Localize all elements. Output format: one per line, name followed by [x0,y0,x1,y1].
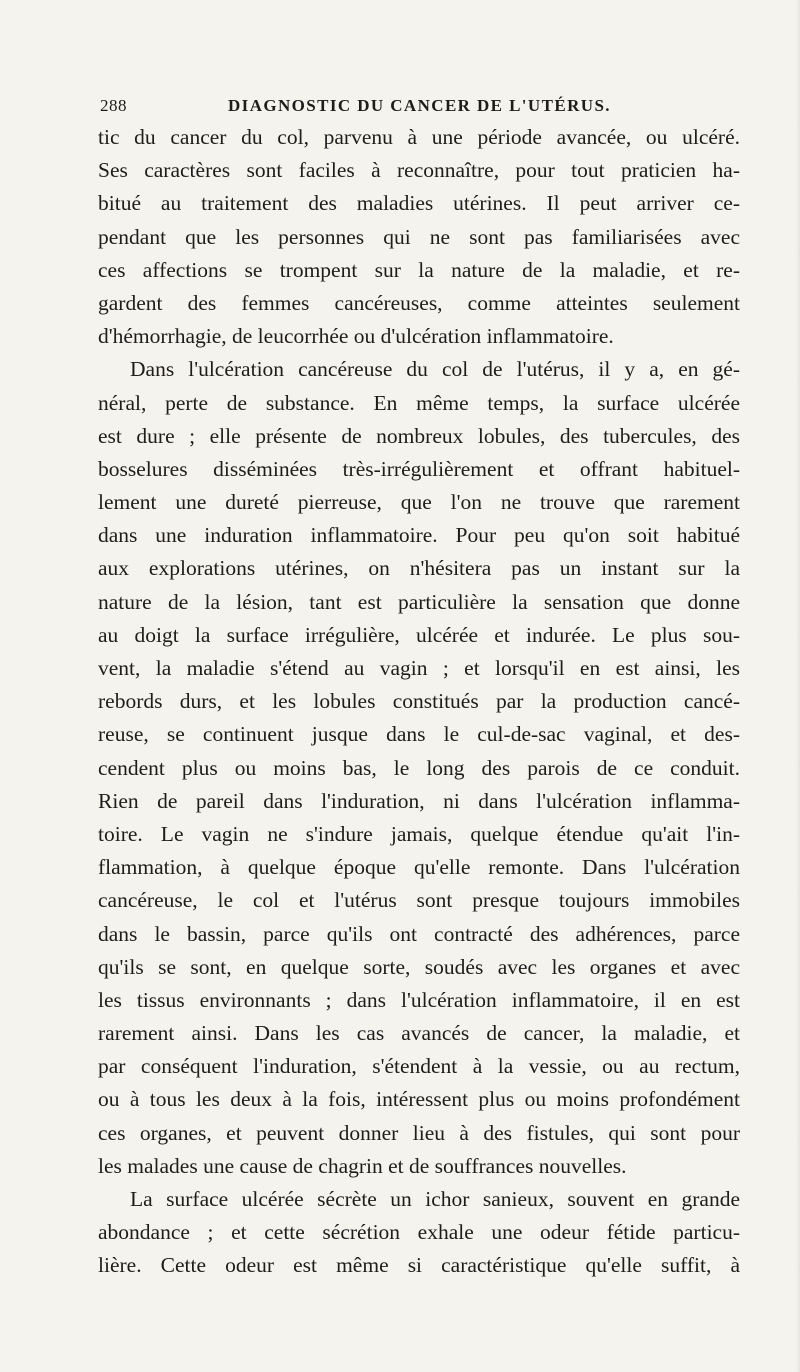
text-line: ces organes, et peuvent donner lieu à des fistules, qui sont pour [98,1120,740,1145]
text-line: lement une dureté pierreuse, que l'on ne trouve que rarement [98,490,740,515]
text-line: flammation, à quelque époque qu'elle remonte. Dans l'ulcération [98,855,740,880]
text-line: tic du cancer du col, parvenu à une période avancée, ou ulcéré. [98,125,740,149]
text-line: ou à tous les deux à la fois, intéressent plus ou moins profondément [98,1087,740,1112]
paragraph-start-line: Dans l'ulcération cancéreuse du col de l'utérus, il y a, en gé- [130,357,740,382]
running-head [100,96,740,120]
text-line: Ses caractères sont faciles à reconnaître, pour tout praticien ha- [98,158,740,183]
text-line: cendent plus ou moins bas, le long des parois de ce conduit. [98,755,740,780]
text-line: pendant que les personnes qui ne sont pas familiarisées avec [98,224,740,249]
text-line: reuse, se continuent jusque dans le cul-de-sac vaginal, et des- [98,722,740,747]
text-line: au doigt la surface irrégulière, ulcérée et indurée. Le plus sou- [98,622,740,647]
text-line: nature de la lésion, tant est particulière la sensation que donne [98,589,740,614]
text-line: est dure ; elle présente de nombreux lobules, des tubercules, des [98,423,740,448]
page-number: 288 [100,96,127,115]
text-line: par conséquent l'induration, s'étendent à la vessie, ou au rectum, [98,1054,740,1079]
text-line: bosselures disséminées très-irrégulièrement et offrant habituel- [98,456,740,481]
text-line: gardent des femmes cancéreuses, comme atteintes seulement [98,290,740,315]
text-line: lière. Cette odeur est même si caractéristique qu'elle suffit, à [98,1253,740,1278]
body-text [98,121,740,1283]
text-line: toire. Le vagin ne s'indure jamais, quelque étendue qu'ait l'in- [98,821,740,846]
text-line: qu'ils se sont, en quelque sorte, soudés avec les organes et avec [98,954,740,979]
text-line: ces affections se trompent sur la nature de la maladie, et re- [98,257,740,282]
page-edge-shadow [796,0,800,1372]
text-line: cancéreuse, le col et l'utérus sont presque toujours immobiles [98,888,740,913]
text-line: rebords durs, et les lobules constitués par la production cancé- [98,689,740,714]
text-line: dans une induration inflammatoire. Pour peu qu'on soit habitué [98,523,740,548]
text-line: les malades une cause de chagrin et de souffrances nouvelles. [98,1153,627,1178]
text-line: aux explorations utérines, on n'hésitera pas un instant sur la [98,556,740,581]
text-line: bitué au traitement des maladies utérines. Il peut arriver ce- [98,191,740,216]
running-title: DIAGNOSTIC DU CANCER DE L'UTÉRUS. [228,96,611,115]
text-line: dans le bassin, parce qu'ils ont contracté des adhérences, parce [98,921,740,946]
text-line: rarement ainsi. Dans les cas avancés de cancer, la maladie, et [98,1021,740,1046]
text-line: d'hémorrhagie, de leucorrhée ou d'ulcération inflammatoire. [98,324,614,349]
paragraph-start-line: La surface ulcérée sécrète un ichor sanieux, souvent en grande [130,1187,740,1211]
text-line: néral, perte de substance. En même temps, la surface ulcérée [98,390,740,415]
text-line: abondance ; et cette sécrétion exhale une odeur fétide particu- [98,1220,740,1245]
text-line: Rien de pareil dans l'induration, ni dans l'ulcération inflamma- [98,788,740,813]
text-line: les tissus environnants ; dans l'ulcération inflammatoire, il en est [98,987,740,1012]
text-line: vent, la maladie s'étend au vagin ; et lorsqu'il en est ainsi, les [98,656,740,680]
